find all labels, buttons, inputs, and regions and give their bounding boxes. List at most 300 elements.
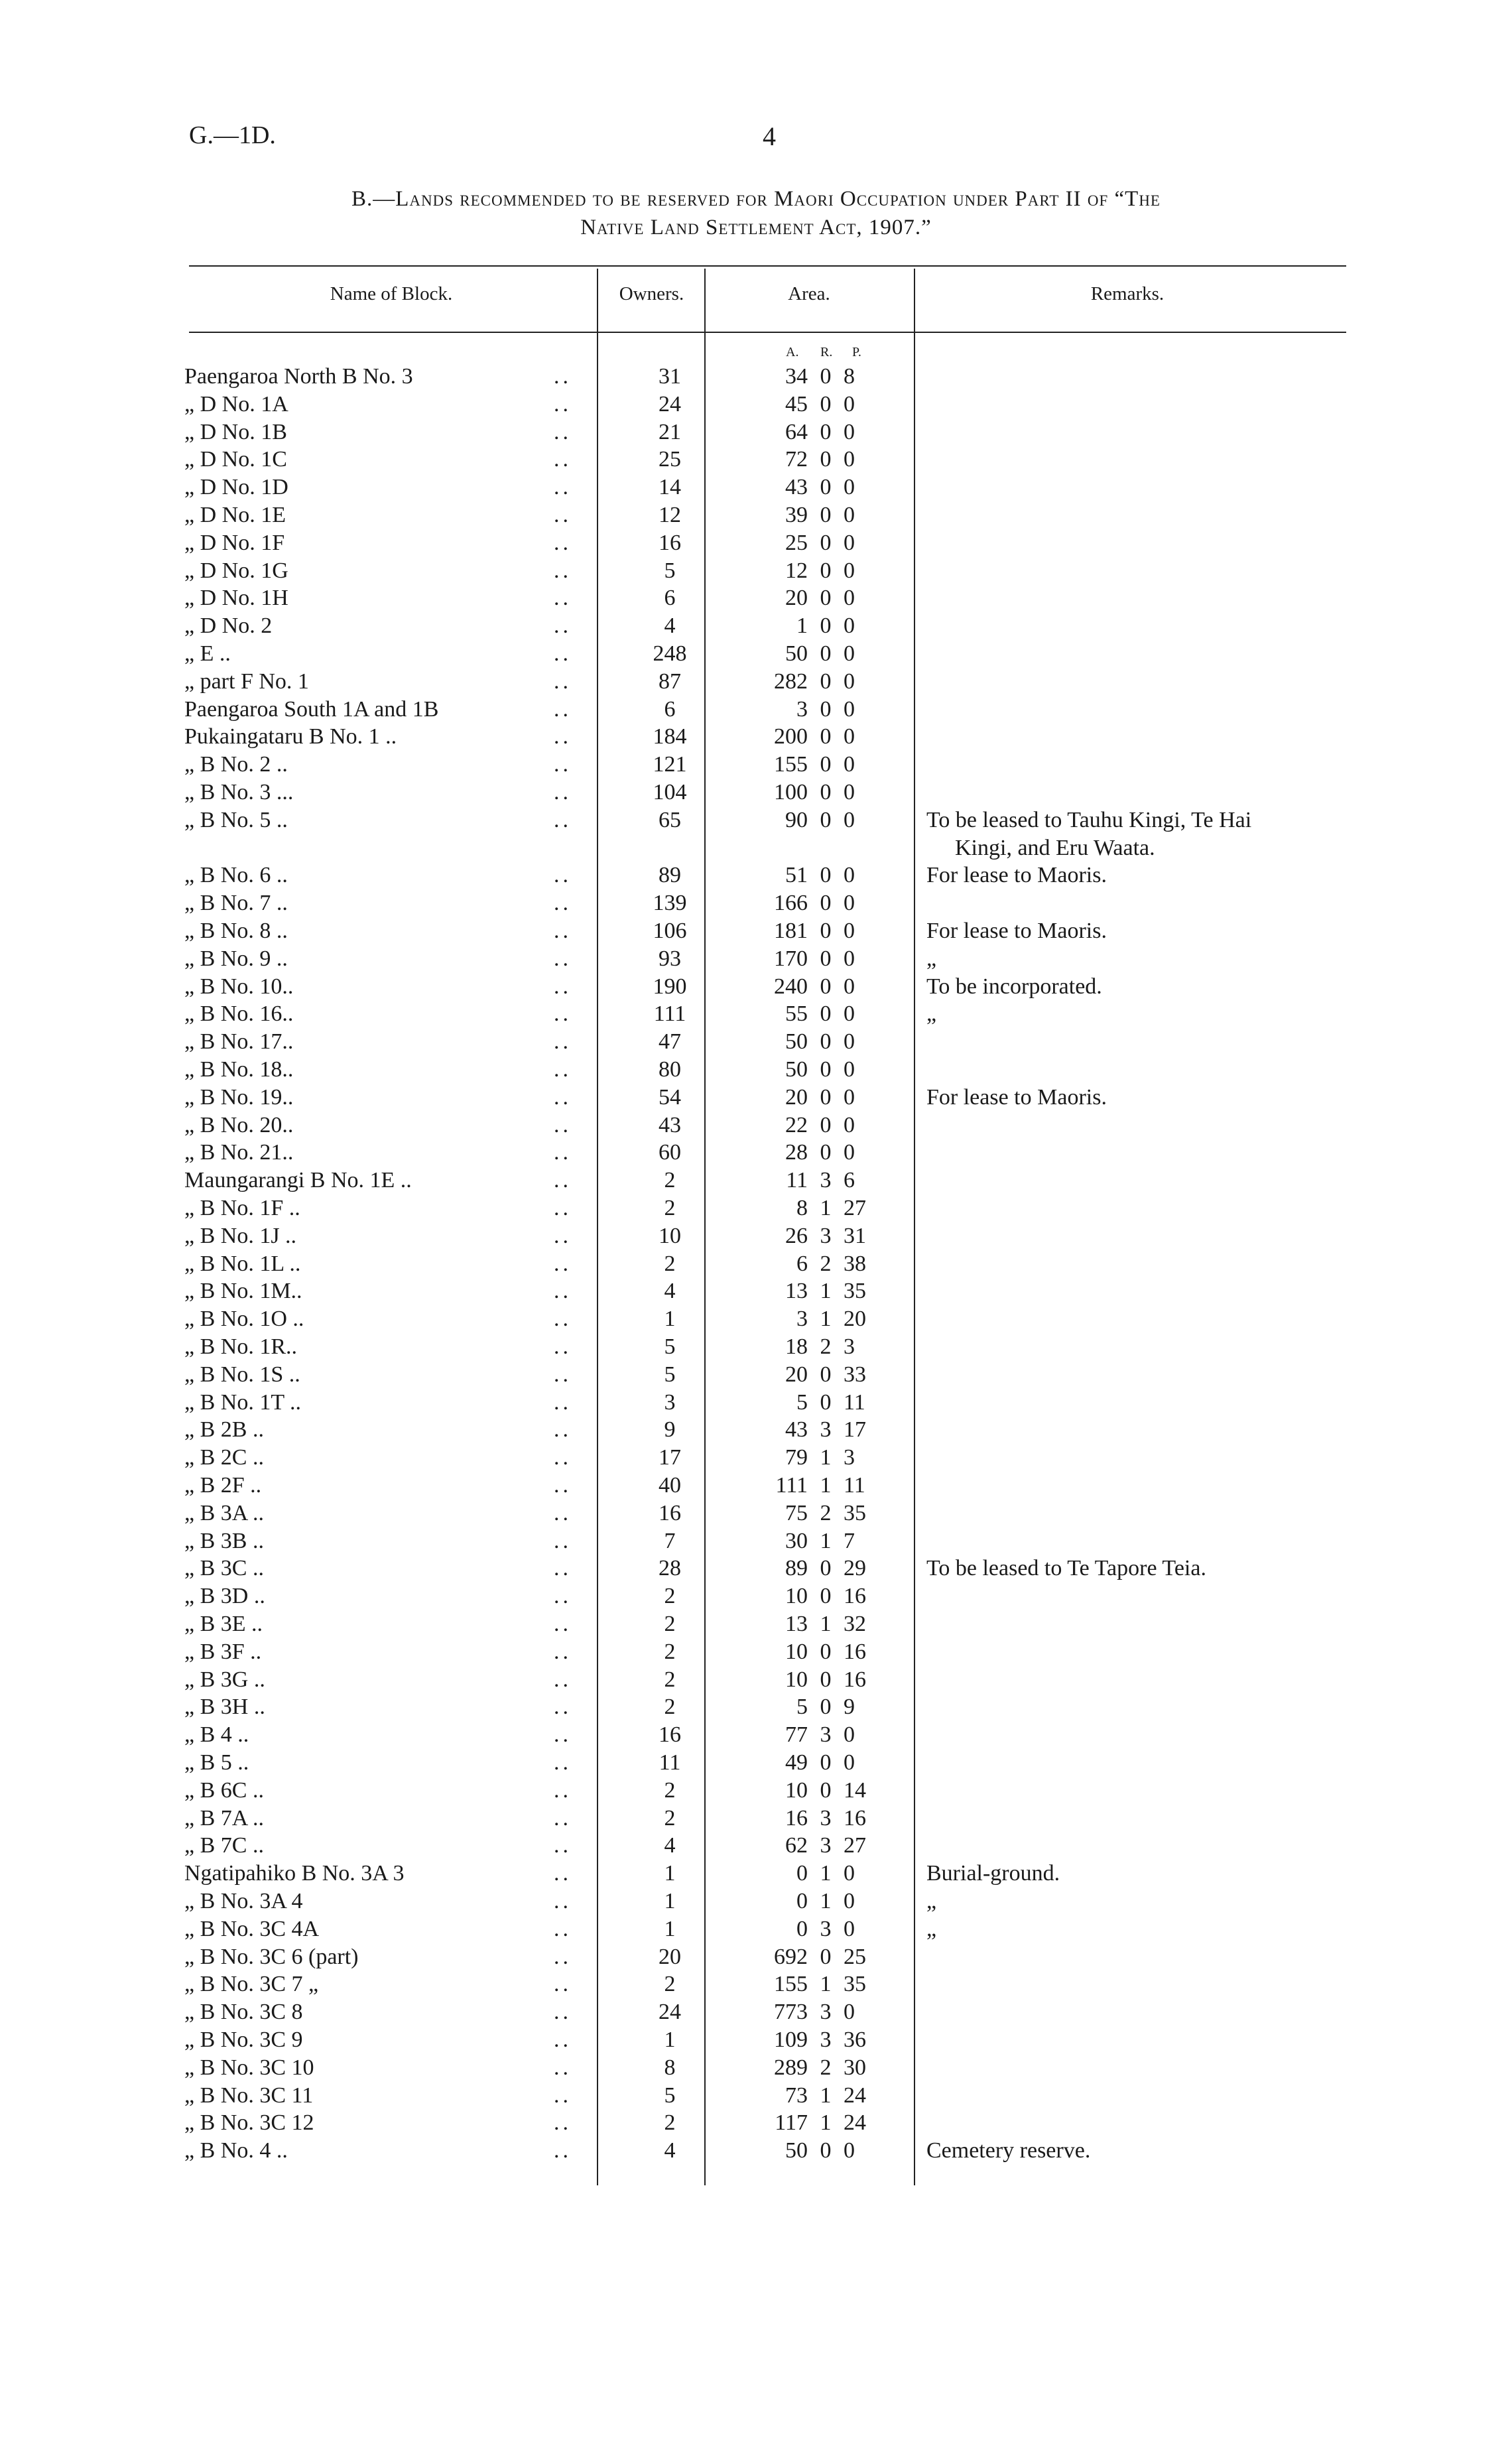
table-row — [0, 1361, 1512, 1389]
owners-count: 2 — [664, 1168, 676, 1193]
block-name: „ B 7C .. — [184, 1833, 264, 1858]
area-roods: 0 — [820, 586, 832, 611]
owners-count: 190 — [653, 974, 687, 999]
area-perches: 14 — [844, 1777, 866, 1803]
column-header-owners: Owners. — [619, 283, 684, 304]
leader-dots: .. — [554, 863, 572, 888]
area-roods: 0 — [820, 447, 832, 472]
area-acres: 50 — [785, 641, 808, 666]
area-roods: 2 — [820, 1334, 832, 1359]
remarks: „ — [926, 1916, 937, 1941]
block-name: „ B 2F .. — [184, 1473, 262, 1498]
leader-dots: .. — [554, 1612, 572, 1636]
owners-count: 25 — [659, 447, 681, 472]
area-acres: 20 — [785, 1362, 808, 1387]
owners-count: 47 — [659, 1029, 681, 1055]
document-reference: G.—1D. — [189, 121, 276, 149]
block-name: „ B 3E .. — [184, 1612, 263, 1636]
leader-dots: .. — [554, 1168, 572, 1193]
leader-dots: .. — [554, 1639, 572, 1664]
area-acres: 43 — [785, 475, 808, 500]
table-row — [0, 1998, 1512, 2026]
area-roods: 1 — [820, 1528, 832, 1553]
leader-dots: .. — [554, 724, 572, 749]
table-row — [0, 1527, 1512, 1555]
column-header-name: Name of Block. — [330, 283, 453, 304]
block-name: „ B No. 21.. — [184, 1140, 294, 1165]
area-acres: 0 — [796, 1889, 808, 1913]
area-roods: 1 — [820, 1445, 832, 1470]
leader-dots: .. — [554, 1445, 572, 1470]
block-name: „ B No. 5 .. — [184, 807, 288, 832]
area-acres: 30 — [785, 1528, 808, 1553]
leader-dots: .. — [554, 1584, 572, 1609]
block-name: „ B 5 .. — [184, 1750, 249, 1775]
block-name: „ B 7A .. — [184, 1805, 264, 1831]
area-roods: 0 — [820, 1667, 832, 1692]
area-acres: 3 — [796, 696, 808, 722]
owners-count: 65 — [659, 807, 681, 832]
area-roods: 0 — [820, 974, 832, 999]
remarks: To be leased to Tauhu Kingi, Te Hai — [926, 807, 1252, 832]
block-name: „ B No. 1M.. — [184, 1279, 302, 1304]
area-perches: 35 — [844, 1500, 866, 1525]
area-perches: 29 — [844, 1556, 866, 1581]
area-acres: 10 — [785, 1584, 808, 1609]
block-name: „ B No. 8 .. — [184, 919, 288, 943]
leader-dots: .. — [554, 1722, 572, 1748]
remarks: „ — [926, 946, 937, 971]
table-row — [0, 1305, 1512, 1333]
block-name: „ B No. 1R.. — [184, 1334, 297, 1359]
area-roods: 1 — [820, 2110, 832, 2136]
area-perches: 0 — [844, 503, 855, 527]
block-name: Pukaingataru B No. 1 .. — [184, 724, 397, 749]
area-roods: 0 — [820, 724, 832, 749]
owners-count: 5 — [664, 1362, 676, 1387]
area-roods: 0 — [820, 1944, 832, 1969]
owners-count: 5 — [664, 558, 676, 583]
area-perches: 20 — [844, 1307, 866, 1332]
owners-count: 2 — [664, 1612, 676, 1636]
area-acres: 0 — [796, 1916, 808, 1941]
leader-dots: .. — [554, 1196, 572, 1220]
owners-count: 3 — [664, 1389, 676, 1415]
area-acres: 16 — [785, 1805, 808, 1831]
area-perches: 11 — [844, 1473, 865, 1498]
area-perches: 0 — [844, 2000, 855, 2025]
area-roods: 1 — [820, 1473, 832, 1498]
owners-count: 2 — [664, 2110, 676, 2136]
table-row — [0, 668, 1512, 696]
block-name: Paengaroa South 1A and 1B — [184, 696, 439, 722]
area-roods: 1 — [820, 1612, 832, 1636]
area-roods: 1 — [820, 1196, 832, 1220]
table-row — [0, 1112, 1512, 1139]
owners-count: 40 — [659, 1473, 681, 1498]
leader-dots: .. — [554, 1029, 572, 1055]
block-name: „ D No. 1E — [184, 503, 286, 527]
area-perches: 24 — [844, 2110, 866, 2136]
area-perches: 3 — [844, 1334, 855, 1359]
area-roods: 1 — [820, 1861, 832, 1886]
table-row — [0, 474, 1512, 501]
area-roods: 1 — [820, 1279, 832, 1304]
area-acres: 3 — [796, 1307, 808, 1332]
block-name: „ D No. 1B — [184, 419, 287, 444]
owners-count: 14 — [659, 475, 681, 500]
owners-count: 1 — [664, 1889, 676, 1913]
area-acres: 5 — [796, 1695, 808, 1720]
table-row — [0, 806, 1512, 834]
owners-count: 8 — [664, 2055, 676, 2080]
block-name: „ B 3C .. — [184, 1556, 264, 1581]
area-acres: 109 — [774, 2027, 808, 2052]
remarks: For lease to Maoris. — [926, 863, 1107, 888]
area-acres: 6 — [796, 1251, 808, 1276]
leader-dots: .. — [554, 1389, 572, 1415]
table-row — [0, 1416, 1512, 1444]
area-acres: 34 — [785, 364, 808, 389]
block-name: „ B No. 16.. — [184, 1001, 294, 1027]
area-roods: 0 — [820, 946, 832, 971]
owners-count: 31 — [659, 364, 681, 389]
owners-count: 87 — [659, 669, 681, 694]
area-acres: 13 — [785, 1279, 808, 1304]
area-acres: 111 — [775, 1473, 808, 1498]
area-roods: 1 — [820, 1889, 832, 1913]
area-perches: 16 — [844, 1805, 866, 1831]
leader-dots: .. — [554, 1972, 572, 1997]
table-row — [0, 1500, 1512, 1527]
leader-dots: .. — [554, 1057, 572, 1082]
leader-dots: .. — [554, 364, 572, 389]
leader-dots: .. — [554, 1528, 572, 1553]
area-acres: 50 — [785, 2138, 808, 2163]
block-name: Paengaroa North B No. 3 — [184, 364, 413, 389]
area-roods: 1 — [820, 2083, 832, 2108]
owners-count: 2 — [664, 1196, 676, 1220]
owners-count: 80 — [659, 1057, 681, 1082]
area-roods: 3 — [820, 2000, 832, 2025]
leader-dots: .. — [554, 1750, 572, 1775]
table-row — [0, 1888, 1512, 1915]
area-perches: 0 — [844, 752, 855, 777]
area-roods: 0 — [820, 503, 832, 527]
area-roods: 0 — [820, 1584, 832, 1609]
table-row — [0, 917, 1512, 945]
area-acres: 28 — [785, 1140, 808, 1165]
area-perches: 27 — [844, 1196, 866, 1220]
area-roods: 3 — [820, 1417, 832, 1443]
area-roods: 0 — [820, 475, 832, 500]
table-row — [0, 584, 1512, 612]
leader-dots: .. — [554, 752, 572, 777]
area-roods: 0 — [820, 2138, 832, 2163]
area-roods: 0 — [820, 1556, 832, 1581]
area-roods: 0 — [820, 696, 832, 722]
area-roods: 0 — [820, 1362, 832, 1387]
area-unit-acres: A. — [786, 345, 799, 359]
block-name: „ D No. 1A — [184, 391, 288, 417]
block-name: Ngatipahiko B No. 3A 3 — [184, 1861, 405, 1886]
leader-dots: .. — [554, 1667, 572, 1692]
area-roods: 0 — [820, 1639, 832, 1664]
remarks: To be incorporated. — [926, 974, 1102, 999]
table-row — [0, 973, 1512, 1001]
area-roods: 0 — [820, 1001, 832, 1027]
owners-count: 1 — [664, 1307, 676, 1332]
area-perches: 0 — [844, 586, 855, 611]
leader-dots: .. — [554, 1084, 572, 1110]
table-row — [0, 1389, 1512, 1417]
area-acres: 89 — [785, 1556, 808, 1581]
leader-dots: .. — [554, 1889, 572, 1913]
table-row — [0, 612, 1512, 640]
area-perches: 6 — [844, 1168, 855, 1193]
area-roods: 3 — [820, 1168, 832, 1193]
area-perches: 0 — [844, 475, 855, 500]
owners-count: 4 — [664, 613, 676, 639]
block-name: „ B No. 3C 8 — [184, 2000, 303, 2025]
area-unit-perches: P. — [852, 345, 861, 359]
table-row — [0, 723, 1512, 751]
remarks: Burial-ground. — [926, 1861, 1060, 1886]
area-roods: 0 — [820, 419, 832, 444]
block-name: „ B 3D .. — [184, 1584, 265, 1609]
column-header-remarks: Remarks. — [1090, 283, 1165, 304]
area-perches: 0 — [844, 724, 855, 749]
owners-count: 111 — [653, 1001, 686, 1027]
leader-dots: .. — [554, 1861, 572, 1886]
block-name: „ B No. 1O .. — [184, 1307, 304, 1332]
owners-count: 121 — [653, 752, 687, 777]
area-roods: 0 — [820, 1750, 832, 1775]
area-perches: 0 — [844, 780, 855, 804]
table-row — [0, 1000, 1512, 1028]
block-name: „ B No. 1J .. — [184, 1223, 297, 1248]
area-perches: 0 — [844, 1084, 855, 1110]
area-acres: 49 — [785, 1750, 808, 1775]
block-name: „ E .. — [184, 641, 231, 666]
block-name: „ B 6C .. — [184, 1777, 264, 1803]
table-row — [0, 1222, 1512, 1250]
area-perches: 0 — [844, 807, 855, 832]
block-name: „ B 3F .. — [184, 1639, 262, 1664]
table-row — [0, 1444, 1512, 1472]
table-row — [0, 446, 1512, 474]
block-name: „ B 3A .. — [184, 1500, 264, 1525]
owners-count: 2 — [664, 1695, 676, 1720]
table-row — [0, 1555, 1512, 1582]
area-acres: 26 — [785, 1223, 808, 1248]
remarks: „ — [926, 1001, 937, 1027]
table-row — [0, 1194, 1512, 1222]
area-perches: 0 — [844, 447, 855, 472]
leader-dots: .. — [554, 641, 572, 666]
table-row — [0, 779, 1512, 806]
area-perches: 0 — [844, 1029, 855, 1055]
area-acres: 10 — [785, 1777, 808, 1803]
owners-count: 104 — [653, 780, 687, 804]
owners-count: 4 — [664, 1833, 676, 1858]
block-name: „ B 2B .. — [184, 1417, 264, 1443]
area-acres: 12 — [785, 558, 808, 583]
area-acres: 72 — [785, 447, 808, 472]
area-roods: 0 — [820, 1057, 832, 1082]
leader-dots: .. — [554, 1307, 572, 1332]
area-perches: 38 — [844, 1251, 866, 1276]
block-name: „ B No. 3C 12 — [184, 2110, 314, 2136]
area-perches: 0 — [844, 613, 855, 639]
block-name: „ B No. 3C 10 — [184, 2055, 314, 2080]
owners-count: 2 — [664, 1639, 676, 1664]
area-perches: 31 — [844, 1223, 866, 1248]
area-perches: 3 — [844, 1445, 855, 1470]
area-perches: 32 — [844, 1612, 866, 1636]
area-roods: 0 — [820, 669, 832, 694]
table-row — [0, 1721, 1512, 1749]
leader-dots: .. — [554, 503, 572, 527]
area-perches: 35 — [844, 1972, 866, 1997]
block-name: „ B No. 3C 6 (part) — [184, 1944, 359, 1969]
area-roods: 0 — [820, 364, 832, 389]
remarks: For lease to Maoris. — [926, 1084, 1107, 1110]
area-perches: 0 — [844, 1001, 855, 1027]
owners-count: 2 — [664, 1584, 676, 1609]
area-roods: 0 — [820, 1777, 832, 1803]
area-roods: 0 — [820, 1084, 832, 1110]
area-perches: 30 — [844, 2055, 866, 2080]
block-name: „ D No. 1H — [184, 586, 288, 611]
leader-dots: .. — [554, 447, 572, 472]
owners-count: 4 — [664, 2138, 676, 2163]
area-acres: 20 — [785, 1084, 808, 1110]
area-perches: 16 — [844, 1584, 866, 1609]
area-perches: 0 — [844, 641, 855, 666]
area-acres: 200 — [774, 724, 808, 749]
block-name: „ B No. 1S .. — [184, 1362, 300, 1387]
leader-dots: .. — [554, 2083, 572, 2108]
table-row — [0, 1832, 1512, 1860]
leader-dots: .. — [554, 1417, 572, 1443]
table-row — [0, 1610, 1512, 1638]
area-perches: 9 — [844, 1695, 855, 1720]
table-title-line-2: Native Land Settlement Act, 1907.” — [580, 216, 932, 239]
area-roods: 0 — [820, 1389, 832, 1415]
area-acres: 51 — [785, 863, 808, 888]
table-row — [0, 2109, 1512, 2137]
leader-dots: .. — [554, 1777, 572, 1803]
area-perches: 0 — [844, 669, 855, 694]
table-row — [0, 2026, 1512, 2054]
block-name: „ part F No. 1 — [184, 669, 309, 694]
table-row — [0, 2137, 1512, 2165]
area-acres: 45 — [785, 391, 808, 417]
area-acres: 11 — [786, 1168, 808, 1193]
block-name: „ B No. 1L .. — [184, 1251, 301, 1276]
owners-count: 5 — [664, 1334, 676, 1359]
area-roods: 0 — [820, 752, 832, 777]
block-name: „ B 3H .. — [184, 1695, 265, 1720]
area-acres: 75 — [785, 1500, 808, 1525]
leader-dots: .. — [554, 419, 572, 444]
area-acres: 0 — [796, 1861, 808, 1886]
area-perches: 25 — [844, 1944, 866, 1969]
leader-dots: .. — [554, 891, 572, 916]
owners-count: 6 — [664, 696, 676, 722]
block-name: „ B No. 3C 11 — [184, 2083, 314, 2108]
area-acres: 181 — [774, 919, 808, 943]
owners-count: 2 — [664, 1667, 676, 1692]
area-acres: 5 — [796, 1389, 808, 1415]
leader-dots: .. — [554, 1223, 572, 1248]
owners-count: 17 — [659, 1445, 681, 1470]
remarks: Cemetery reserve. — [926, 2138, 1091, 2163]
area-acres: 43 — [785, 1417, 808, 1443]
owners-count: 1 — [664, 1916, 676, 1941]
area-perches: 11 — [844, 1389, 865, 1415]
block-name: „ B No. 17.. — [184, 1029, 294, 1055]
area-roods: 0 — [820, 1029, 832, 1055]
area-perches: 0 — [844, 1916, 855, 1941]
table-row — [0, 1749, 1512, 1777]
owners-count: 7 — [664, 1528, 676, 1553]
area-perches: 0 — [844, 863, 855, 888]
area-roods: 0 — [820, 1112, 832, 1137]
block-name: „ B 2C .. — [184, 1445, 264, 1470]
area-acres: 25 — [785, 530, 808, 555]
block-name: „ B No. 3C 7 „ — [184, 1972, 319, 1997]
leader-dots: .. — [554, 946, 572, 971]
area-acres: 22 — [785, 1112, 808, 1137]
block-name: „ D No. 2 — [184, 613, 273, 639]
area-roods: 0 — [820, 807, 832, 832]
area-acres: 773 — [774, 2000, 808, 2025]
table-row — [0, 1028, 1512, 1056]
owners-count: 93 — [659, 946, 681, 971]
table-row — [0, 1167, 1512, 1194]
leader-dots: .. — [554, 2000, 572, 2025]
area-perches: 17 — [844, 1417, 866, 1443]
table-row — [0, 557, 1512, 585]
block-name: „ B No. 4 .. — [184, 2138, 288, 2163]
owners-count: 10 — [659, 1223, 681, 1248]
owners-count: 89 — [659, 863, 681, 888]
area-roods: 3 — [820, 2027, 832, 2052]
area-perches: 0 — [844, 891, 855, 916]
owners-count: 1 — [664, 1861, 676, 1886]
block-name: „ B No. 1T .. — [184, 1389, 301, 1415]
area-perches: 0 — [844, 1140, 855, 1165]
leader-dots: .. — [554, 1362, 572, 1387]
leader-dots: .. — [554, 1001, 572, 1027]
block-name: „ B No. 19.. — [184, 1084, 294, 1110]
area-acres: 18 — [785, 1334, 808, 1359]
area-roods: 0 — [820, 641, 832, 666]
area-perches: 24 — [844, 2083, 866, 2108]
remarks: „ — [926, 1889, 937, 1913]
area-acres: 155 — [774, 1972, 808, 1997]
column-header-area: Area. — [788, 283, 830, 304]
area-perches: 16 — [844, 1667, 866, 1692]
owners-count: 24 — [659, 2000, 681, 2025]
table-row — [0, 1638, 1512, 1666]
block-name: „ B No. 6 .. — [184, 863, 288, 888]
table-row — [0, 418, 1512, 446]
table-row — [0, 1943, 1512, 1971]
table-row — [0, 640, 1512, 668]
